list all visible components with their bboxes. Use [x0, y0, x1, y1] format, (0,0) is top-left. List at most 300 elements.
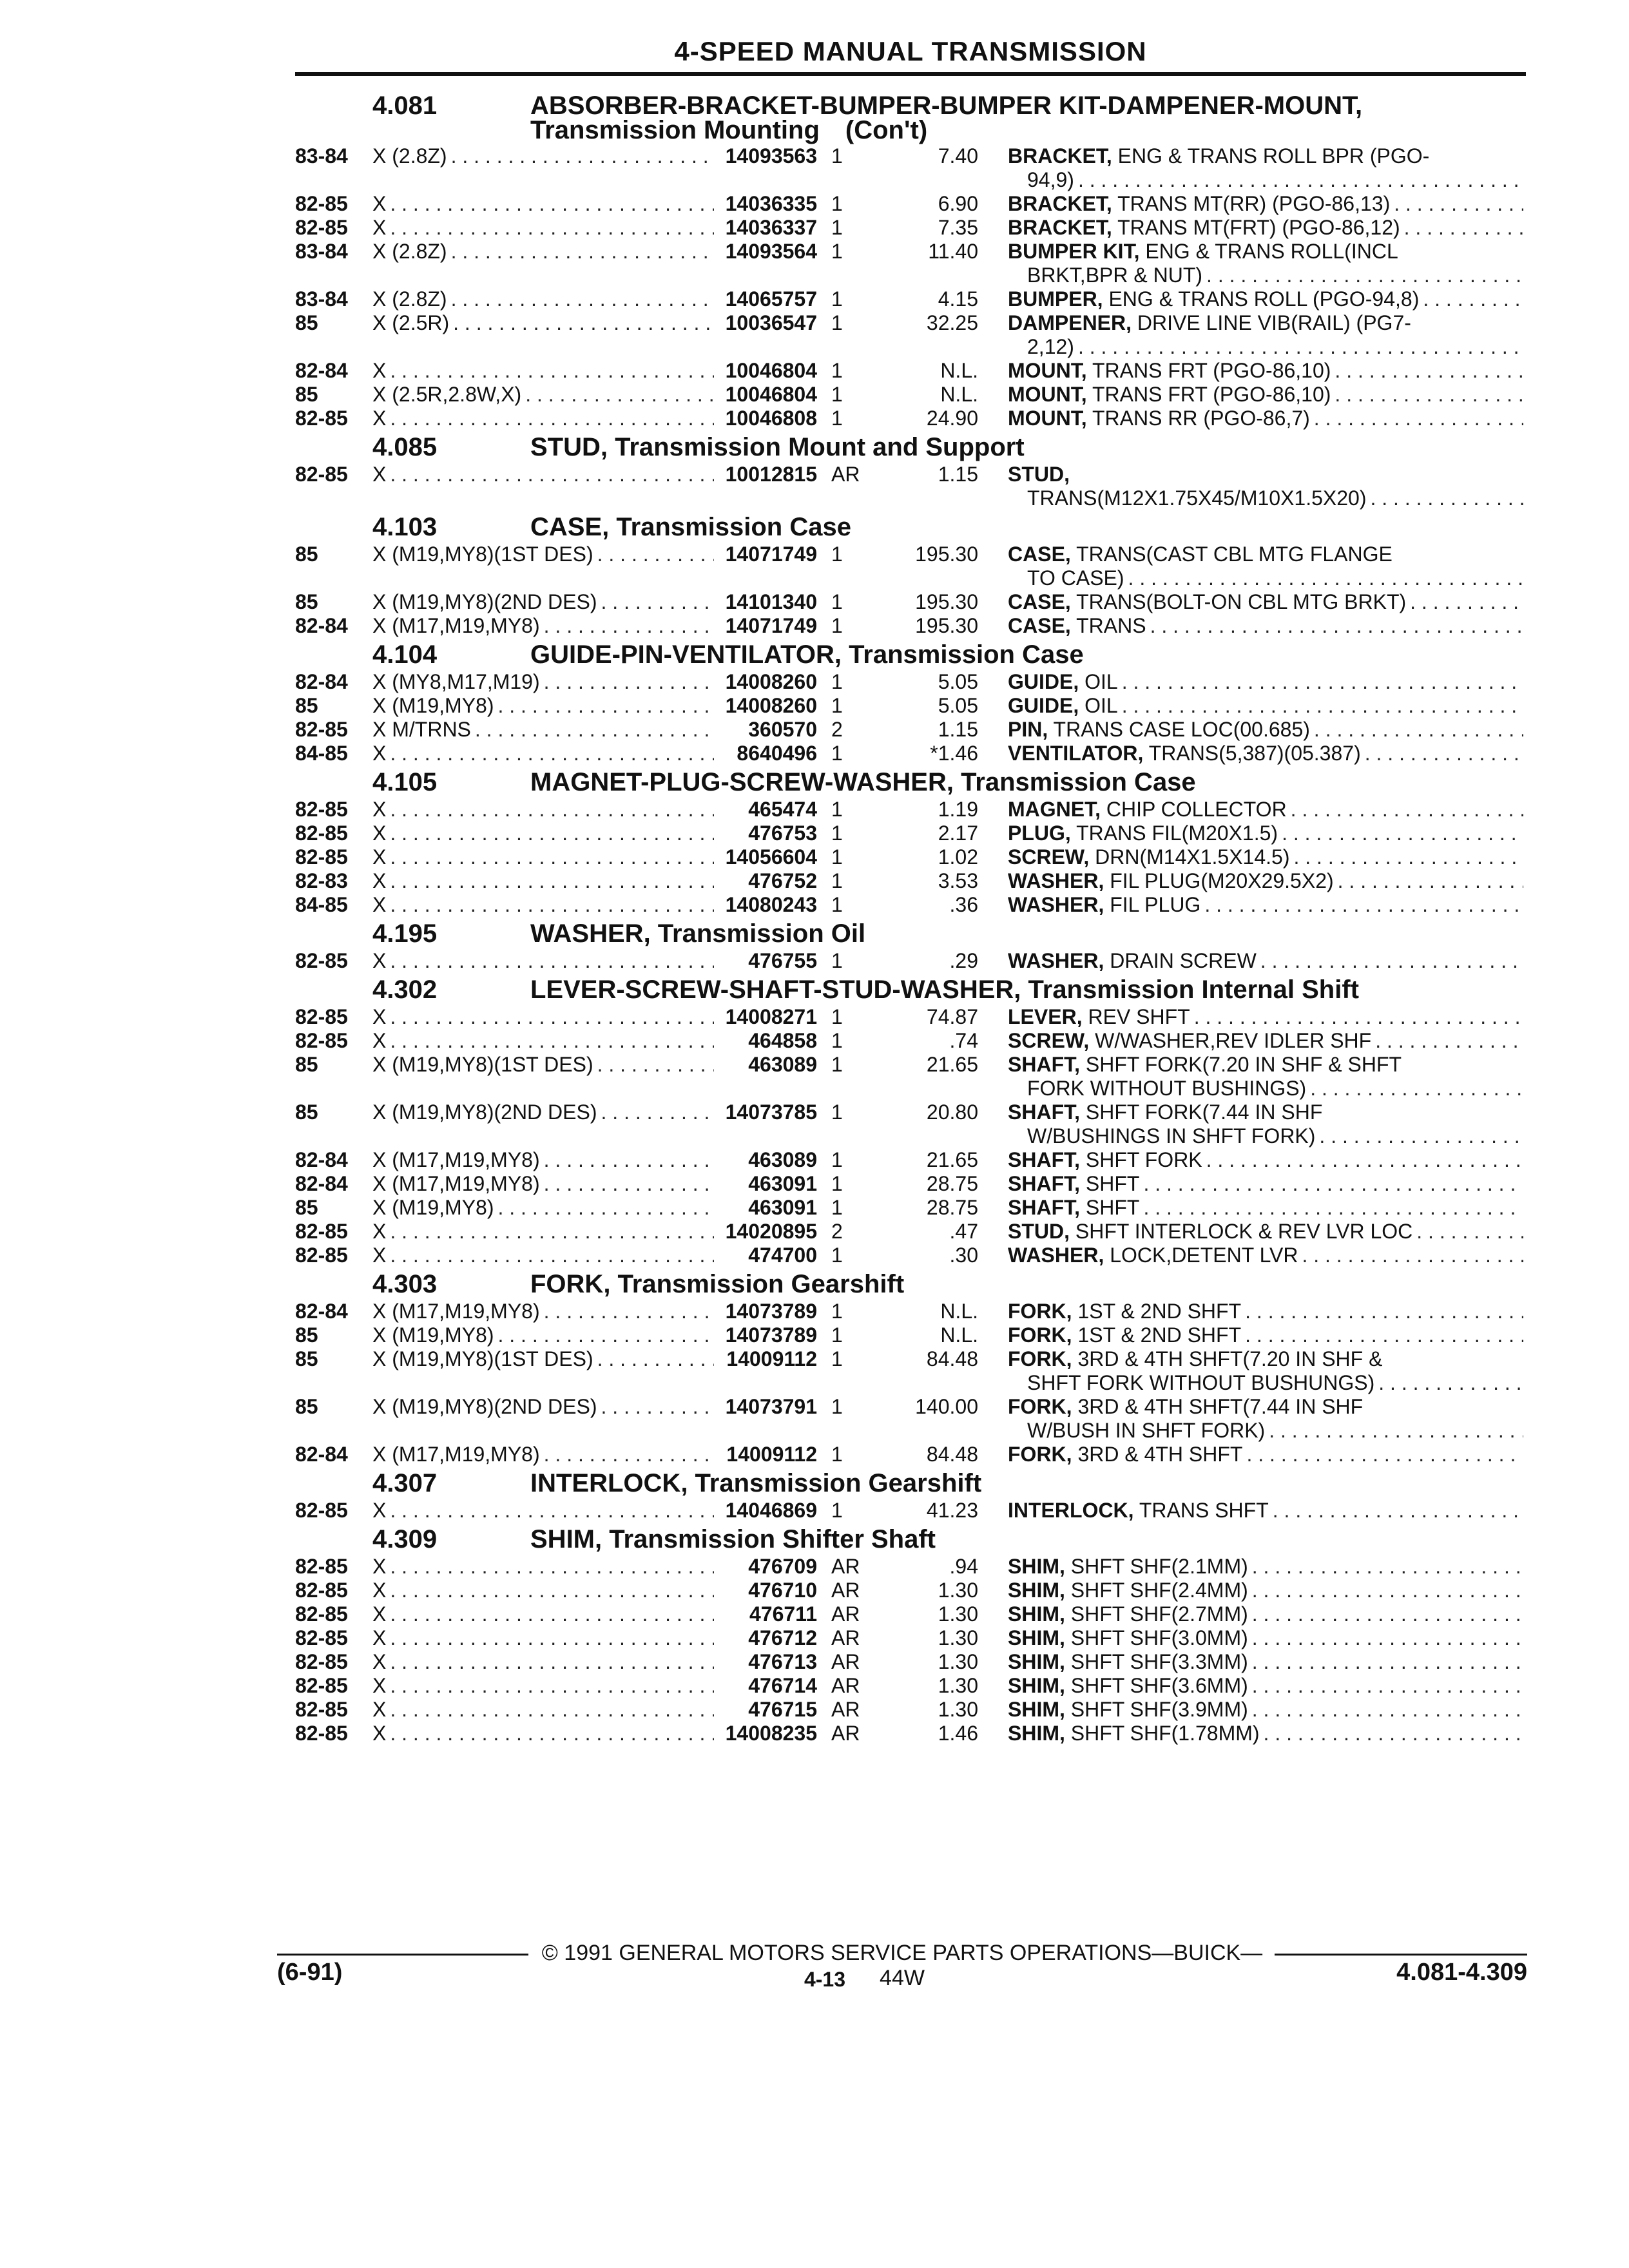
- application: [372, 1698, 714, 1722]
- application: [372, 869, 714, 893]
- part-row: [295, 798, 1526, 822]
- part-detail: SHFT FORK(7.20 IN SHF & SHFT: [1085, 1053, 1402, 1076]
- dot-leader: [390, 1220, 714, 1244]
- section-header: [295, 977, 1526, 1003]
- quantity: AR: [831, 1626, 860, 1649]
- dot-leader: [1252, 1650, 1523, 1674]
- quantity: 1: [831, 1005, 843, 1028]
- dot-leader: [390, 845, 714, 869]
- part-detail: TRANS(BOLT-ON CBL MTG BRKT): [1076, 590, 1407, 613]
- section-title: LEVER-SCREW-SHAFT-STUD-WASHER, Transmission Internal Shift: [530, 975, 1359, 1004]
- quantity: 1: [831, 670, 843, 693]
- model-years: 82-85: [295, 798, 348, 821]
- part-description-continued: [1008, 1371, 1523, 1395]
- section-number: 4.103: [372, 513, 438, 541]
- section-title: ABSORBER-BRACKET-BUMPER-BUMPER KIT-DAMPENER-MOUNT,: [530, 91, 1363, 120]
- part-description: [978, 1244, 1523, 1267]
- dot-leader: [1310, 1077, 1523, 1100]
- part-name: SHAFT,: [1008, 1196, 1080, 1219]
- part-detail-continued: W/BUSHINGS IN SHFT FORK): [1027, 1124, 1316, 1148]
- parts-section: [295, 1271, 1526, 1466]
- application: [372, 694, 714, 718]
- part-number: 10046804: [725, 359, 817, 382]
- part-detail: DRAIN SCREW: [1110, 949, 1257, 972]
- parts-section: [295, 977, 1526, 1267]
- application: [372, 1395, 714, 1443]
- dot-leader: [1273, 1499, 1523, 1523]
- part-description-line: [1008, 949, 1523, 973]
- parts-section: [295, 1470, 1526, 1523]
- part-description-continued: [1008, 486, 1523, 510]
- application-text: X: [372, 1579, 387, 1602]
- dot-leader: [1282, 822, 1523, 845]
- part-number: 476755: [748, 949, 817, 972]
- price: .30: [949, 1244, 978, 1267]
- footer-date: (6-91): [277, 1959, 343, 1986]
- part-description: [978, 240, 1523, 287]
- part-name: WASHER,: [1008, 1244, 1104, 1267]
- part-row: [295, 311, 1526, 359]
- application-text: X: [372, 742, 387, 765]
- part-description-text: [1008, 144, 1433, 168]
- application: [372, 1579, 714, 1602]
- dot-leader: [1204, 893, 1523, 917]
- quantity: 1: [831, 949, 843, 972]
- quantity: 1: [831, 407, 843, 430]
- part-row: [295, 822, 1526, 845]
- part-description-text: [1008, 1220, 1416, 1244]
- dot-leader: [1128, 566, 1523, 590]
- application-text: X: [372, 359, 387, 382]
- application: [372, 845, 714, 869]
- quantity: 1: [831, 590, 843, 613]
- dot-leader: [390, 1499, 714, 1523]
- application-text: X (2.8Z): [372, 240, 447, 263]
- part-description: [978, 192, 1523, 216]
- application-text: X (M19,MY8)(1ST DES): [372, 543, 593, 566]
- part-name: FORK,: [1008, 1300, 1072, 1323]
- part-row: [295, 359, 1526, 383]
- part-row: [295, 1650, 1526, 1674]
- dot-leader: [390, 1579, 714, 1602]
- application: [372, 1347, 714, 1395]
- part-description-text: [1008, 1300, 1245, 1323]
- part-description-text: [1008, 1196, 1143, 1220]
- part-description-line: [1008, 359, 1523, 383]
- part-description-line: [1008, 1172, 1523, 1196]
- part-detail-continued: FORK WITHOUT BUSHINGS): [1027, 1077, 1307, 1100]
- dot-leader: [390, 869, 714, 893]
- part-row: [295, 1443, 1526, 1466]
- dot-leader: [1252, 1602, 1523, 1626]
- part-description-text: [1008, 1395, 1367, 1419]
- part-description: [978, 383, 1523, 407]
- dot-leader: [390, 1626, 714, 1650]
- part-description: [978, 1499, 1523, 1523]
- application-text: X (2.5R): [372, 311, 450, 334]
- part-number: 14008235: [725, 1722, 817, 1745]
- quantity: 1: [831, 383, 843, 406]
- application: [372, 1172, 714, 1196]
- part-description: [978, 216, 1523, 240]
- part-detail: SHFT SHF(2.4MM): [1070, 1579, 1248, 1602]
- part-name: BRACKET,: [1008, 216, 1112, 239]
- model-years: 82-85: [295, 1626, 348, 1649]
- parts-rows: [295, 949, 1526, 973]
- section-title: MAGNET-PLUG-SCREW-WASHER, Transmission Case: [530, 768, 1196, 796]
- application: [372, 311, 714, 359]
- part-row: [295, 383, 1526, 407]
- part-number: 463089: [748, 1148, 817, 1171]
- part-number: 14009112: [726, 1347, 817, 1370]
- part-description: [978, 798, 1523, 822]
- application-text: X: [372, 845, 387, 869]
- dot-leader: [1122, 694, 1523, 718]
- part-number: 14008271: [725, 1005, 817, 1028]
- part-description-line: [1008, 1698, 1523, 1722]
- part-description-line: [1008, 718, 1523, 742]
- model-years: 82-84: [295, 1148, 348, 1171]
- dot-leader: [390, 1698, 714, 1722]
- part-name: PLUG,: [1008, 822, 1071, 845]
- part-number: 10012815: [725, 463, 817, 486]
- part-number: 476712: [748, 1626, 817, 1649]
- dot-leader: [1335, 359, 1523, 383]
- quantity: 1: [831, 543, 843, 566]
- application-text: X: [372, 893, 387, 916]
- model-years: 82-84: [295, 1443, 348, 1466]
- quantity: AR: [831, 1650, 860, 1673]
- application-text: X M/TRNS: [372, 718, 471, 741]
- part-description-line: [1008, 590, 1523, 614]
- quantity: 1: [831, 822, 843, 845]
- application: [372, 798, 714, 822]
- section-header: [295, 514, 1526, 540]
- part-row: [295, 1196, 1526, 1220]
- application-text: X (2.8Z): [372, 287, 447, 311]
- price: 1.15: [938, 718, 978, 741]
- application: [372, 1220, 714, 1244]
- part-number: 14073791: [725, 1395, 817, 1418]
- dot-leader: [451, 240, 714, 287]
- price: 21.65: [926, 1148, 978, 1171]
- section-number: 4.104: [372, 640, 438, 669]
- part-row: [295, 614, 1526, 638]
- part-row: [295, 1220, 1526, 1244]
- price: 21.65: [926, 1053, 978, 1076]
- dot-leader: [1335, 383, 1523, 407]
- section-header: [295, 921, 1526, 947]
- application: [372, 359, 714, 383]
- model-years: 82-84: [295, 614, 348, 637]
- section-number: 4.195: [372, 919, 438, 948]
- quantity: AR: [831, 463, 860, 486]
- part-detail: TRANS MT(RR) (PGO-86,13): [1117, 192, 1391, 215]
- application-text: X: [372, 192, 387, 215]
- dot-leader: [390, 216, 714, 240]
- part-description-line: [1008, 1443, 1523, 1466]
- part-description: [978, 893, 1523, 917]
- part-description-continued: [1008, 566, 1523, 590]
- application-text: X (2.5R,2.8W,X): [372, 383, 522, 406]
- model-years: 85: [295, 1100, 318, 1124]
- quantity: 1: [831, 742, 843, 765]
- parts-rows: [295, 543, 1526, 638]
- part-description: [978, 1347, 1523, 1395]
- part-name: FORK,: [1008, 1323, 1072, 1347]
- part-detail: OIL: [1084, 694, 1118, 717]
- quantity: 1: [831, 311, 843, 334]
- part-description-text: [1008, 1555, 1252, 1579]
- parts-section: [295, 769, 1526, 917]
- part-description-line: [1008, 1602, 1523, 1626]
- part-row: [295, 1323, 1526, 1347]
- part-name: SHIM,: [1008, 1722, 1065, 1745]
- part-row: [295, 1579, 1526, 1602]
- part-description-text: [1008, 287, 1423, 311]
- dot-leader: [1264, 1722, 1523, 1745]
- quantity: 1: [831, 1196, 843, 1219]
- dot-leader: [497, 1323, 714, 1347]
- part-detail: TRANS FRT (PGO-86,10): [1092, 383, 1331, 406]
- section-continued: (Con't): [845, 116, 928, 144]
- part-detail: SHFT: [1085, 1196, 1140, 1219]
- part-description: [978, 1053, 1523, 1100]
- part-detail: SHFT INTERLOCK & REV LVR LOC: [1075, 1220, 1413, 1243]
- part-description: [978, 1005, 1523, 1029]
- part-detail-continued: SHFT FORK WITHOUT BUSHUNGS): [1027, 1371, 1375, 1394]
- part-row: [295, 1395, 1526, 1443]
- application-text: X: [372, 798, 387, 821]
- application: [372, 1443, 714, 1466]
- part-number: 14036335: [725, 192, 817, 215]
- dot-leader: [390, 742, 714, 765]
- part-description: [978, 359, 1523, 383]
- price: 1.15: [938, 463, 978, 486]
- application-text: X (M19,MY8)(2ND DES): [372, 590, 597, 613]
- part-detail: TRANS CASE LOC(00.685): [1053, 718, 1310, 741]
- part-row: [295, 1100, 1526, 1148]
- part-number: 476711: [749, 1602, 817, 1626]
- dot-leader: [1252, 1674, 1523, 1698]
- parts-rows: [295, 144, 1526, 430]
- part-row: [295, 694, 1526, 718]
- dot-leader: [390, 798, 714, 822]
- price: 1.30: [938, 1698, 978, 1721]
- page-title: 4-SPEED MANUAL TRANSMISSION: [674, 36, 1147, 66]
- application: [372, 742, 714, 765]
- section-header: [295, 434, 1526, 460]
- model-years: 85: [295, 383, 318, 406]
- dot-leader: [390, 1602, 714, 1626]
- part-detail: ENG & TRANS ROLL BPR (PGO-: [1117, 144, 1430, 168]
- part-name: MOUNT,: [1008, 407, 1087, 430]
- part-detail: CHIP COLLECTOR: [1106, 798, 1287, 821]
- quantity: 1: [831, 614, 843, 637]
- parts-rows: [295, 798, 1526, 917]
- dot-leader: [475, 718, 714, 742]
- part-name: BRACKET,: [1008, 192, 1112, 215]
- model-years: 82-84: [295, 1300, 348, 1323]
- part-detail: TRANS: [1076, 614, 1146, 637]
- application-text: X (M17,M19,MY8): [372, 1443, 540, 1466]
- price: 7.40: [938, 144, 978, 168]
- part-name: FORK,: [1008, 1395, 1072, 1418]
- part-description: [978, 742, 1523, 765]
- part-description-line: [1008, 463, 1523, 486]
- parts-rows: [295, 670, 1526, 765]
- part-description-line: [1008, 287, 1523, 311]
- dot-leader: [453, 311, 714, 359]
- dot-leader: [1370, 486, 1523, 510]
- part-description-line: [1008, 383, 1523, 407]
- application: [372, 463, 714, 510]
- quantity: 1: [831, 240, 843, 263]
- model-years: 84-85: [295, 742, 348, 765]
- application-text: X (M19,MY8)(2ND DES): [372, 1395, 597, 1418]
- dot-leader: [390, 1674, 714, 1698]
- quantity: AR: [831, 1602, 860, 1626]
- part-detail: SHFT SHF(1.78MM): [1070, 1722, 1260, 1745]
- dot-leader: [1206, 1148, 1523, 1172]
- price: 2.17: [938, 822, 978, 845]
- part-detail: W/WASHER,REV IDLER SHF: [1095, 1029, 1372, 1052]
- quantity: 1: [831, 893, 843, 916]
- price: .36: [949, 893, 978, 916]
- section-subtitle: [295, 116, 1526, 144]
- dot-leader: [1314, 718, 1523, 742]
- dot-leader: [1365, 742, 1523, 765]
- section-title: STUD, Transmission Mount and Support: [530, 433, 1025, 461]
- model-years: 84-85: [295, 893, 348, 916]
- part-description-text: [1008, 1100, 1326, 1124]
- application: [372, 1602, 714, 1626]
- dot-leader: [544, 1148, 714, 1172]
- part-description-text: [1008, 670, 1122, 694]
- part-description-text: [1008, 1602, 1252, 1626]
- dot-leader: [597, 543, 714, 590]
- price: 1.30: [938, 1602, 978, 1626]
- section-number: 4.085: [372, 433, 438, 461]
- part-detail: SHFT SHF(3.3MM): [1070, 1650, 1248, 1673]
- part-name: MOUNT,: [1008, 383, 1087, 406]
- model-years: 82-85: [295, 1650, 348, 1673]
- part-description-text: [1008, 463, 1074, 486]
- part-detail: 3RD & 4TH SHFT: [1077, 1443, 1243, 1466]
- part-description-text: [1008, 1698, 1252, 1722]
- part-description: [978, 869, 1523, 893]
- part-name: WASHER,: [1008, 893, 1104, 916]
- application: [372, 590, 714, 614]
- footer-page-number: 4-13: [804, 1968, 846, 1991]
- part-description-line: [1008, 869, 1523, 893]
- part-row: [295, 1244, 1526, 1267]
- part-name: SHIM,: [1008, 1698, 1065, 1721]
- application-text: X: [372, 1005, 387, 1028]
- application-text: X: [372, 463, 387, 486]
- part-description-line: [1008, 742, 1523, 765]
- price: .29: [949, 949, 978, 972]
- application: [372, 543, 714, 590]
- quantity: 1: [831, 869, 843, 892]
- dot-leader: [1302, 1244, 1523, 1267]
- section-number: 4.081: [372, 91, 438, 120]
- part-row: [295, 1626, 1526, 1650]
- model-years: 82-84: [295, 1172, 348, 1195]
- dot-leader: [525, 383, 714, 407]
- part-number: 14073789: [725, 1323, 817, 1347]
- quantity: 1: [831, 694, 843, 717]
- application: [372, 1722, 714, 1745]
- part-description-text: [1008, 949, 1260, 973]
- part-description-line: [1008, 893, 1523, 917]
- part-name: GUIDE,: [1008, 670, 1079, 693]
- part-row: [295, 845, 1526, 869]
- quantity: 1: [831, 1323, 843, 1347]
- application: [372, 1323, 714, 1347]
- part-description-line: [1008, 240, 1523, 264]
- part-detail: SHFT FORK(7.44 IN SHF: [1085, 1100, 1323, 1124]
- part-name: PIN,: [1008, 718, 1048, 741]
- part-row: [295, 216, 1526, 240]
- part-description-line: [1008, 798, 1523, 822]
- footer-rule-right: [1275, 1954, 1527, 1956]
- part-description: [978, 949, 1523, 973]
- application: [372, 1196, 714, 1220]
- application: [372, 407, 714, 430]
- part-row: [295, 1300, 1526, 1323]
- model-years: 82-85: [295, 1602, 348, 1626]
- part-description-text: [1008, 1579, 1252, 1602]
- part-description-text: [1008, 1443, 1246, 1466]
- part-detail: TRANS FIL(M20X1.5): [1076, 822, 1278, 845]
- dot-leader: [1252, 1579, 1523, 1602]
- part-detail-continued: 94,9): [1027, 168, 1074, 191]
- part-name: BUMPER,: [1008, 287, 1103, 311]
- part-number: 463089: [748, 1053, 817, 1076]
- model-years: 85: [295, 1323, 318, 1347]
- part-detail: 1ST & 2ND SHFT: [1077, 1300, 1242, 1323]
- dot-leader: [1269, 1419, 1523, 1443]
- part-description-continued: [1008, 264, 1523, 287]
- dot-leader: [1245, 1323, 1523, 1347]
- model-years: 85: [295, 1053, 318, 1076]
- part-number: 465474: [748, 798, 817, 821]
- part-description: [978, 1029, 1523, 1053]
- part-description: [978, 718, 1523, 742]
- application-text: X: [372, 1244, 387, 1267]
- application-text: X: [372, 1698, 387, 1721]
- part-name: CASE,: [1008, 614, 1071, 637]
- part-description-text: [1008, 407, 1314, 430]
- application-text: X: [372, 1650, 387, 1673]
- price: 7.35: [938, 216, 978, 239]
- part-row: [295, 1698, 1526, 1722]
- section-title: FORK, Transmission Gearshift: [530, 1270, 905, 1298]
- part-description-continued: [1008, 1124, 1523, 1148]
- application-text: X (M19,MY8)(1ST DES): [372, 1347, 593, 1370]
- part-detail: TRANS MT(FRT) (PGO-86,12): [1117, 216, 1400, 239]
- dot-leader: [390, 1029, 714, 1053]
- part-name: CASE,: [1008, 543, 1071, 566]
- part-name: SHIM,: [1008, 1626, 1065, 1649]
- part-description-text: [1008, 798, 1291, 822]
- part-description-line: [1008, 192, 1523, 216]
- part-description: [978, 1650, 1523, 1674]
- part-description-line: [1008, 1555, 1523, 1579]
- quantity: AR: [831, 1579, 860, 1602]
- application-text: X (M17,M19,MY8): [372, 1148, 540, 1171]
